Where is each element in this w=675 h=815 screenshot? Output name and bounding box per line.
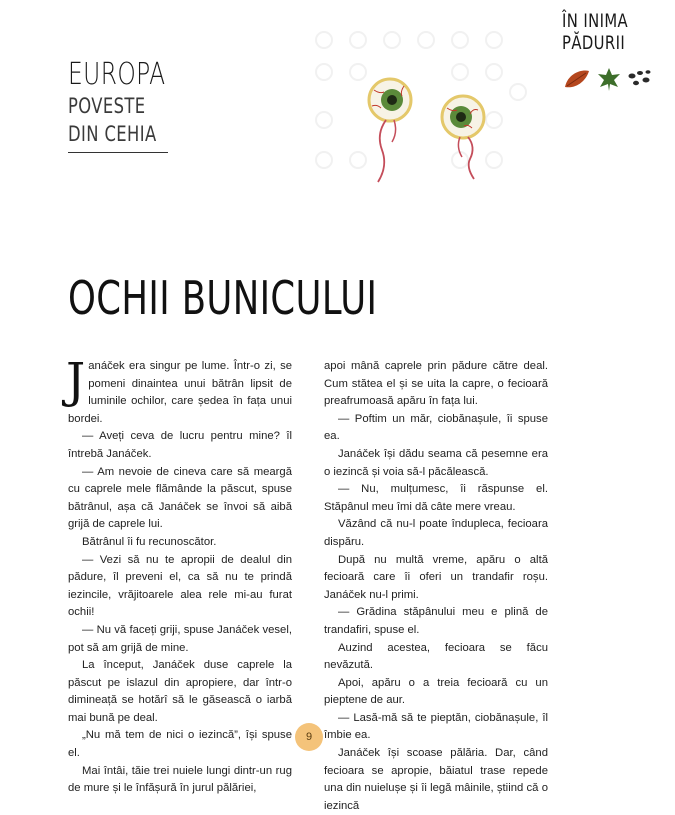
- text-column-left: [66, 353, 292, 798]
- chapter-title: OCHII BUNICULUI: [68, 271, 378, 325]
- paragraph: — Vezi să nu te apropii de dealul din pădure, îl preveni el, ca să nu te prindă iezincile, vrăjitoarele alea rele mi-au furat ochii!: [68, 553, 292, 619]
- paragraph: Auzind acestea, fecioara se făcu nevăzută.: [324, 641, 548, 672]
- text-column-right: [324, 358, 548, 815]
- theme-header: [562, 10, 654, 92]
- paragraph: Mai întâi, tăie trei nuiele lungi dintr-un rug de mure și le înfășură în jurul pălăriei,: [68, 764, 292, 795]
- green-leaf-icon: [596, 66, 622, 92]
- eyes-illustration: [300, 20, 540, 190]
- eye-left: [369, 79, 411, 182]
- paragraph: După nu multă vreme, apăru o altă fecioară care îi oferi un trandafir roșu. Janáček nu-l primi.: [324, 553, 548, 601]
- paragraph: — Lasă-mă să te pieptăn, ciobănașule, îl îmbie ea.: [324, 711, 548, 742]
- paragraph: Janáček era singur pe lume. Într-o zi, se pomeni dinaintea unui bătrân lipsit de luminile ochilor, care ședea în fața unui bordei.: [66, 353, 292, 425]
- paragraph: Văzând că nu-l poate îndupleca, fecioara dispăru.: [324, 518, 548, 548]
- page-number-badge: 9: [295, 723, 323, 751]
- story-origin-line1: POVESTE: [68, 94, 146, 118]
- header-underline: [68, 152, 168, 153]
- faint-pattern-background: [316, 32, 526, 168]
- theme-icons: [562, 66, 654, 92]
- paragraph: — Nu, mulțumesc, îi răspunse el. Stăpânul meu îmi dă câte mere vreau.: [324, 483, 548, 513]
- region-header: [68, 58, 193, 153]
- paragraph: — Nu vă faceți griji, spuse Janáček vesel, pot să am grijă de mine.: [68, 623, 292, 654]
- paragraph: Janáček își dădu seama că pesemne era o iezincă și voia să-l păcălească.: [324, 447, 548, 478]
- paragraph: — Am nevoie de cineva care să meargă cu caprele mele flămânde la păscut, spuse bătrânul, așa că Janáček se învoi să aibă grijă de caprele lui.: [68, 465, 292, 531]
- story-origin-line2: DIN CEHIA: [68, 122, 157, 146]
- drop-cap: J: [66, 353, 86, 409]
- paragraph: Janáček își scoase pălăria. Dar, când fecioara se apropie, băiatul trase repede una din nuielușe și îi legă mâinile, știind că o iezincă: [324, 747, 548, 812]
- paragraph: — Poftim un măr, ciobănașule, îi spuse ea.: [324, 412, 548, 443]
- theme-title-line1: ÎN INIMA: [562, 10, 629, 32]
- paragraph: apoi mână caprele prin pădure către deal. Cum stătea el și se uita la capre, o fecioară preafrumoasă apăru în fața lui.: [324, 360, 548, 408]
- brown-leaf-icon: [562, 67, 592, 91]
- paragraph: Bătrânul îi fu recunoscător.: [82, 535, 217, 548]
- paragraph: „Nu mă tem de nici o iezincă”, își spuse el.: [68, 729, 292, 760]
- paragraph: — Aveți ceva de lucru pentru mine? îl întrebă Janáček.: [68, 430, 292, 460]
- seeds-icon: [626, 68, 654, 90]
- paragraph: — Grădina stăpânului meu e plină de trandafiri, spuse el.: [324, 606, 548, 636]
- paragraph: Apoi, apăru o a treia fecioară cu un pieptene de aur.: [324, 676, 548, 707]
- region-title: EUROPA: [68, 57, 166, 92]
- paragraph: La început, Janáček duse caprele la păscut pe islazul din apropiere, dar într-o dimineață se hotărî să le găsească o iarbă mai bună pe deal.: [68, 659, 292, 724]
- theme-title-line2: PĂDURII: [562, 32, 626, 54]
